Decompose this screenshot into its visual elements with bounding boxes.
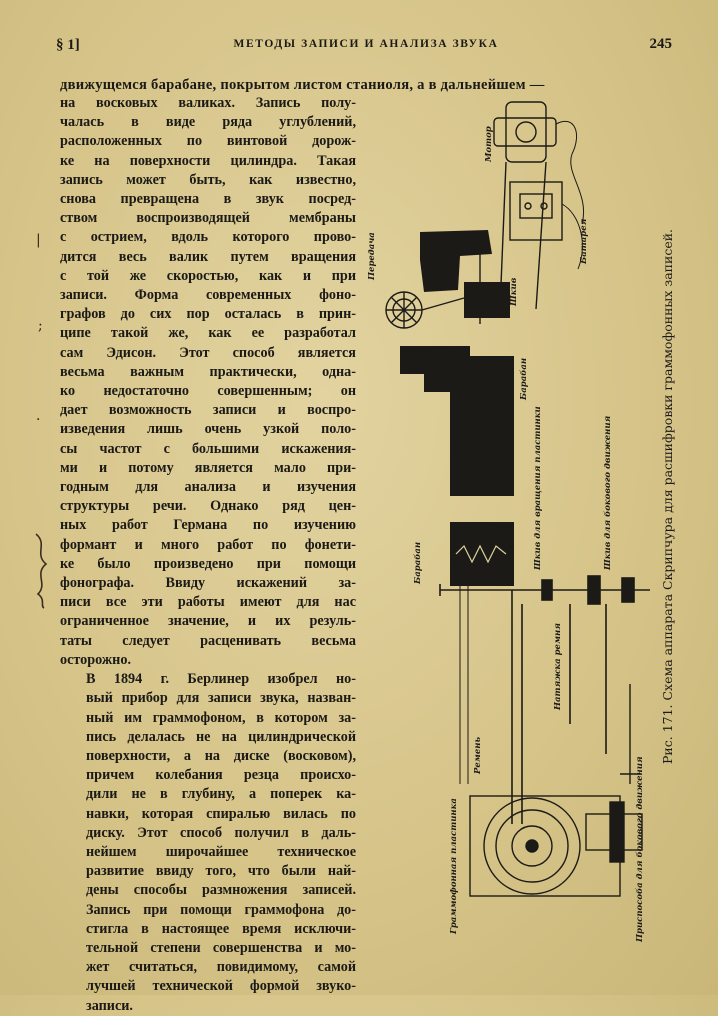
running-header bbox=[56, 37, 672, 55]
text-line: писи все эти работы имеют для нас bbox=[60, 594, 356, 611]
margin-pencil-mark bbox=[30, 530, 56, 610]
text-line: весьма важным практически, одна- bbox=[60, 363, 356, 380]
text-line: дает возможность записи и воспро- bbox=[60, 402, 356, 419]
drum-top bbox=[450, 356, 514, 496]
text-line: записи. bbox=[86, 997, 133, 1014]
section-number: § 1] bbox=[56, 37, 80, 53]
figure-caption: Рис. 171. Схема аппарата Скрипчура для расшифровки граммофонных записей. bbox=[660, 228, 675, 764]
text-line: осторожно. bbox=[60, 651, 131, 668]
label-drum-top: Барабан bbox=[519, 357, 529, 400]
text-line: дится весь валик путем вращения bbox=[60, 248, 356, 265]
text-line: тельной степени совершенства и мо- bbox=[86, 939, 356, 956]
motor-body bbox=[506, 102, 546, 162]
full-width-line: движущемся барабане, покрытом листом станиоля, а в дальнейшем — bbox=[60, 77, 545, 93]
text-line: вый прибор для записи звука, назван- bbox=[86, 690, 356, 707]
margin-mark: · bbox=[36, 412, 41, 428]
text-line: структуры речи. Однако ряд цен- bbox=[60, 498, 356, 515]
label-lateral-device: Приспособа для бокового движения bbox=[635, 756, 645, 942]
label-gramophone-plate: Граммофонная пластинка bbox=[449, 798, 459, 934]
label-motor: Мотор bbox=[484, 126, 494, 162]
text-line: дили не в глубину, а поперек ка- bbox=[86, 786, 356, 803]
text-line: причем колебания резца происхо- bbox=[86, 767, 356, 784]
text-line: на восковых валиках. Запись полу- bbox=[60, 95, 356, 111]
text-line: диску. Этот способ получил в даль- bbox=[86, 824, 356, 841]
text-line: с острием, вдоль которого прово- bbox=[60, 229, 356, 246]
text-line: ке на поверхности цилиндра. Такая bbox=[60, 152, 356, 169]
text-line: лучшей технической формой звуко- bbox=[86, 978, 356, 995]
text-line: сам Эдисон. Этот способ является bbox=[60, 344, 356, 361]
text-line: сы частот с большими искажения- bbox=[60, 440, 356, 457]
text-line: чалась в виде ряда углублений, bbox=[60, 114, 356, 131]
label-belt-tension: Натяжка ремня bbox=[553, 622, 563, 710]
margin-mark: ; bbox=[38, 318, 43, 334]
paragraph-edison-phonograph bbox=[60, 94, 356, 670]
paragraph-berliner-gramophone bbox=[60, 670, 356, 1016]
label-battery: Батарея bbox=[579, 218, 589, 264]
text-line: расположенных по винтовой дорож- bbox=[60, 133, 356, 150]
text-line: нейшем широчайшее техническое bbox=[86, 843, 356, 860]
label-belt: Ремень bbox=[473, 736, 483, 774]
label-shaft: Шкив bbox=[509, 277, 519, 306]
text-line: поверхности, а на диске (восковом), bbox=[86, 747, 356, 764]
text-line: изведения лишь очень узкой поло- bbox=[60, 421, 356, 438]
text-line: снова превращена в звук посред- bbox=[60, 191, 356, 208]
text-column bbox=[60, 94, 356, 1016]
text-line: годным для анализа и изучения bbox=[60, 479, 356, 496]
text-line: ми и потому является мало при- bbox=[60, 459, 356, 476]
text-line: записи. Форма современных фоно- bbox=[60, 287, 356, 304]
text-line: В 1894 г. Берлинер изобрел но- bbox=[86, 671, 356, 688]
label-drum-bottom: Барабан bbox=[413, 541, 423, 584]
drum-bottom bbox=[450, 522, 514, 586]
text-line: навки, которая спиралью вилась по bbox=[86, 805, 356, 822]
text-line: ством воспроизводящей мембраны bbox=[60, 210, 356, 227]
text-line: ципе такой же, как ее разработал bbox=[60, 325, 356, 342]
margin-mark: | bbox=[36, 232, 41, 248]
text-line: ный им граммофоном, в котором за- bbox=[86, 709, 356, 726]
text-line: стигла в настоящее время исключи- bbox=[86, 920, 356, 937]
text-line: ограниченное значение, и их резуль- bbox=[60, 613, 356, 630]
text-line: ке было произведено при помощи bbox=[60, 555, 356, 572]
label-plate-rotation-pulley: Шкив для вращения пластинки bbox=[533, 406, 543, 570]
text-line: ко недостаточно совершенным; он bbox=[60, 383, 356, 400]
figure-171 bbox=[360, 84, 678, 959]
text-line: жет считаться, повидимому, самой bbox=[86, 959, 356, 976]
figure-diagram bbox=[360, 84, 678, 959]
text-line: запись может быть, как известно, bbox=[60, 171, 356, 188]
chapter-title: МЕТОДЫ ЗАПИСИ И АНАЛИЗА ЗВУКА bbox=[233, 38, 499, 50]
text-line: фонографа. Ввиду искажений за- bbox=[60, 575, 356, 592]
text-line: формант и много работ по фонети- bbox=[60, 536, 356, 553]
battery-box bbox=[510, 182, 562, 240]
text-line: таты следует расценивать весьма bbox=[60, 632, 356, 649]
label-lateral-motion-pulley: Шкив для бокового движения bbox=[603, 415, 613, 570]
label-transmission: Передача bbox=[367, 232, 377, 280]
text-line: дены способы размножения записей. bbox=[86, 882, 356, 899]
text-line: пись делалась не на цилиндрической bbox=[86, 728, 356, 745]
text-line: графов до сих пор осталась в прин- bbox=[60, 306, 356, 323]
text-line: ных работ Германа по изучению bbox=[60, 517, 356, 534]
text-line: с той же скоростью, как и при bbox=[60, 267, 356, 284]
page-number: 245 bbox=[649, 36, 672, 52]
text-line: Запись при помощи граммофона до- bbox=[86, 901, 356, 918]
text-line: развитие ввиду того, что были най- bbox=[86, 863, 356, 880]
